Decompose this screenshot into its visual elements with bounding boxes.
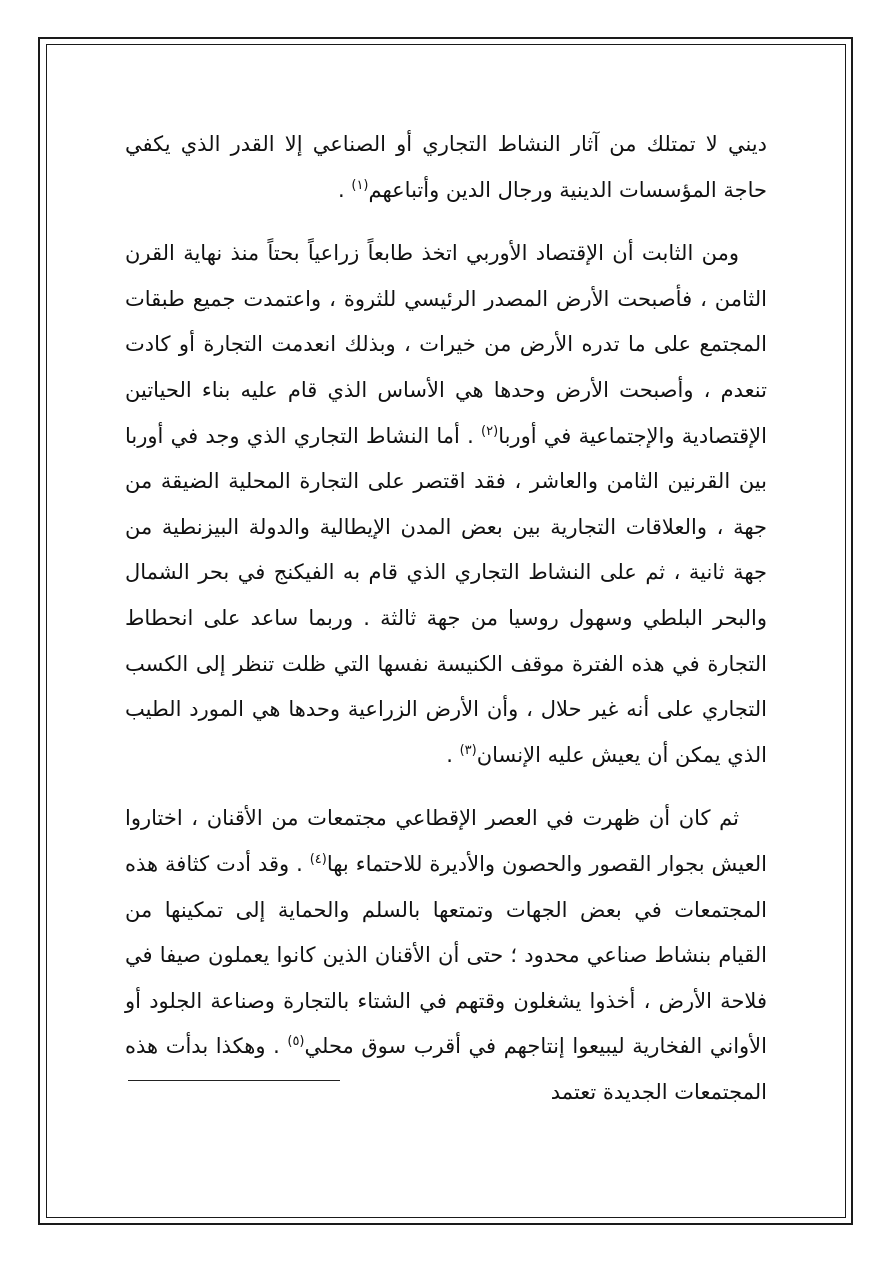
paragraph-text: ثم كان أن ظهرت في العصر الإقطاعي مجتمعات من الأقنان ، اختاروا العيش بجوار القصور والحصون والأديرة للاحتماء بها <box>125 806 768 876</box>
paragraph-1 <box>125 122 767 213</box>
footnote-separator <box>128 1080 340 1081</box>
paragraph-text: . وهكذا بدأت هذه المجتمعات الجديدة تعتمد <box>125 1034 767 1104</box>
paragraph-text: ومن الثابت أن الإقتصاد الأوربي اتخذ طابعاً زراعياً بحتاً منذ نهاية القرن الثامن ، فأصبحت الأرض المصدر الرئيسي للثروة ، واعتمدت جميع طبقات المجتمع على ما تدره الأرض من خيرات ، وبذلك انعدمت التجارة أو كادت تنعدم ، وأصبحت الأرض وحدها هي الأساس الذي قام عليه بناء الحياتين الإقتصادية والإجتماعية في أوربا <box>125 241 767 448</box>
paragraph-text: . أما النشاط التجاري الذي وجد في أوربا بين القرنين الثامن والعاشر ، فقد اقتصر على التجارة المحلية الضيقة من جهة ، والعلاقات التجارية بين بعض المدن الإيطالية والدولة البيزنطية من جهة ثانية ، ثم على النشاط التجاري الذي قام به الفيكنج في بحر الشمال والبحر البلطي وسهول روسيا من جهة ثالثة . وربما ساعد على انحطاط التجارة في هذه الفترة موقف الكنيسة نفسها التي ظلت تنظر إلى الكسب التجاري على أنه غير حلال ، وأن الأرض الزراعية وحدها هي المورد الطيب الذي يمكن أن يعيش عليه الإنسان <box>125 423 767 767</box>
footnote-marker: (٤) <box>309 851 327 867</box>
paragraph-text: . <box>338 177 352 202</box>
paragraph-text: . <box>446 742 460 767</box>
footnote-marker: (٥) <box>287 1034 305 1050</box>
paragraph-2 <box>125 231 767 778</box>
paragraph-3 <box>125 796 767 1115</box>
footnote-marker: (٣) <box>459 742 477 758</box>
footnote-marker: (١) <box>351 177 369 193</box>
paragraph-text: ديني لا تمتلك من آثار النشاط التجاري أو الصناعي إلا القدر الذي يكفي حاجة المؤسسات الدينية ورجال الدين وأتباعهم <box>125 132 767 202</box>
page-body <box>125 122 767 1115</box>
footnote-marker: (٢) <box>481 423 499 439</box>
paragraph-text: . وقد أدت كثافة هذه المجتمعات في بعض الجهات وتمتعها بالسلم والحماية إلى تمكينها من القيام بنشاط صناعي محدود ؛ حتى أن الأقنان الذين كانوا يعملون صيفا في فلاحة الأرض ، أخذوا يشغلون وقتهم في الشتاء بالتجارة وصناعة الجلود أو الأواني الفخارية ليبيعوا إنتاجهم في أقرب سوق محلي <box>125 851 767 1059</box>
